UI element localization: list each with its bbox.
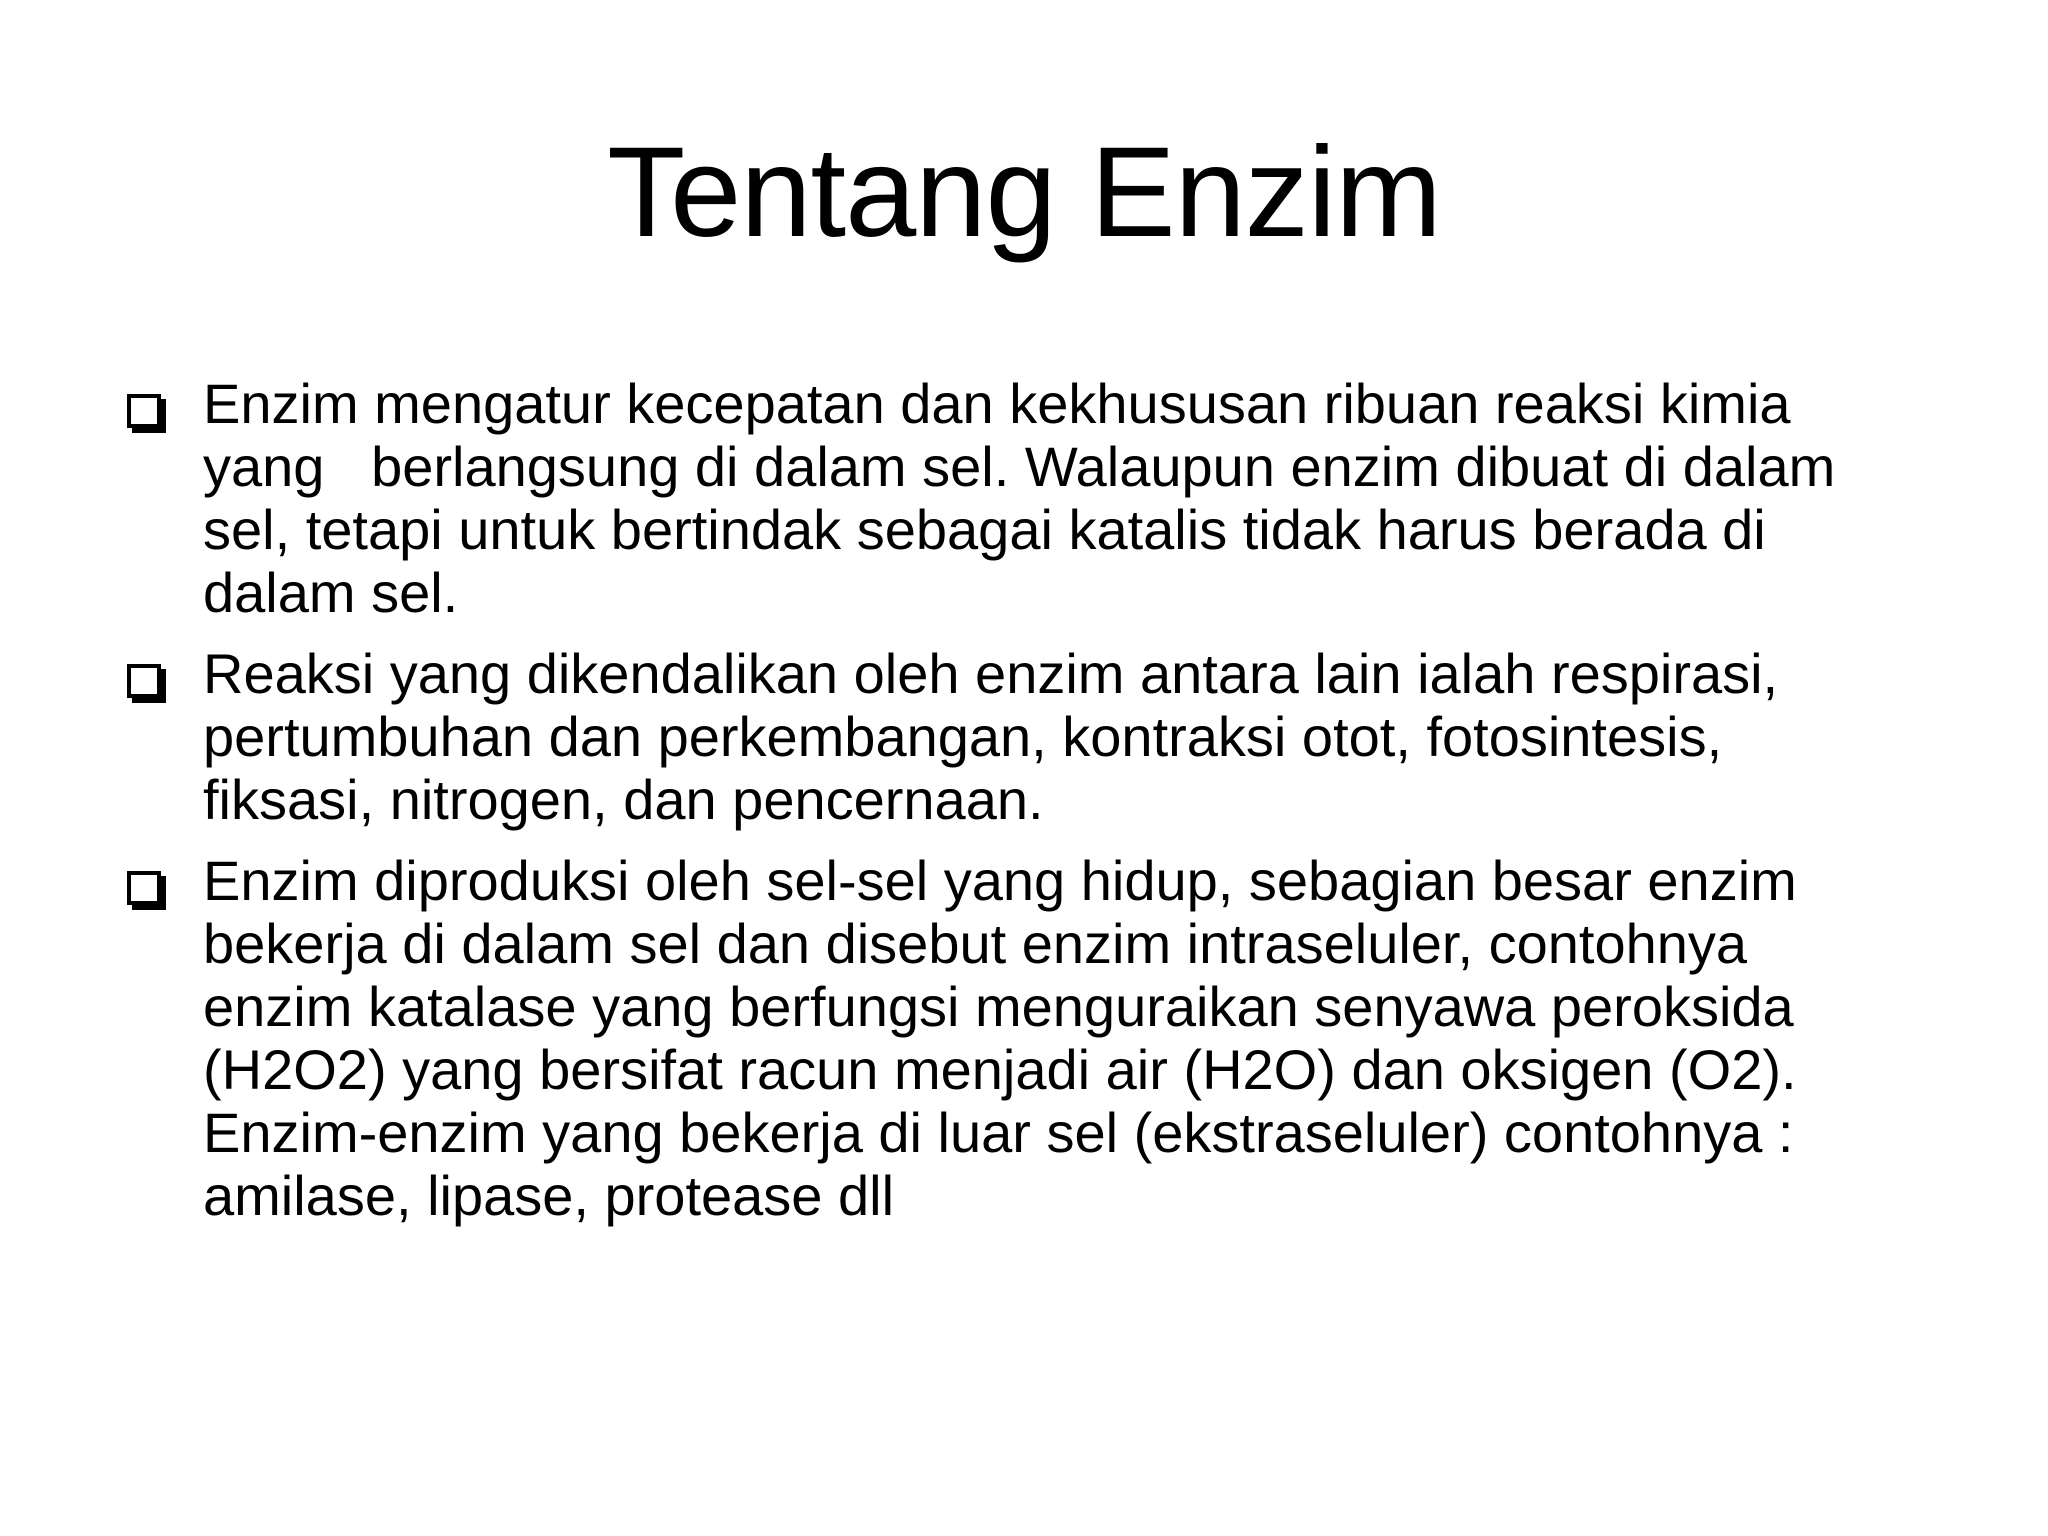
- bullet-text-line: enzim katalase yang berfungsi menguraikan senyawa peroksida: [203, 975, 1794, 1038]
- slide-title: Tentang Enzim: [607, 121, 1441, 264]
- bullet-text-line: amilase, lipase, protease dll: [203, 1164, 895, 1227]
- bullet-text-line: sel, tetapi untuk bertindak sebagai katalis tidak harus berada di: [203, 498, 1766, 561]
- bullet-text-line: pertumbuhan dan perkembangan, kontraksi otot, fotosintesis,: [203, 705, 1723, 768]
- hollow-square-bullet-icon: [127, 394, 161, 428]
- bullet-text-line: fiksasi, nitrogen, dan pencernaan.: [203, 768, 1044, 831]
- bullet-text-line: Enzim-enzim yang bekerja di luar sel (ekstraseluler) contohnya :: [203, 1101, 1794, 1164]
- bullet-text-line: dalam sel.: [203, 561, 459, 624]
- bullet-text-line: (H2O2) yang bersifat racun menjadi air (H2O) dan oksigen (O2).: [203, 1038, 1797, 1101]
- bullet-list: [124, 372, 1924, 1245]
- bullet-text-line: bekerja di dalam sel dan disebut enzim intraseluler, contohnya: [203, 912, 1748, 975]
- bullet-item: [124, 372, 1924, 624]
- bullet-text-line: Reaksi yang dikendalikan oleh enzim antara lain ialah respirasi,: [203, 642, 1779, 705]
- bullet-item: [124, 642, 1924, 831]
- bullet-text-line: Enzim mengatur kecepatan dan kekhususan ribuan reaksi kimia: [203, 372, 1791, 435]
- hollow-square-bullet-icon: [127, 871, 161, 905]
- hollow-square-bullet-icon: [127, 664, 161, 698]
- bullet-text-line: yang berlangsung di dalam sel. Walaupun enzim dibuat di dalam: [203, 435, 1836, 498]
- bullet-text-line: Enzim diproduksi oleh sel-sel yang hidup, sebagian besar enzim: [203, 849, 1797, 912]
- bullet-item: [124, 849, 1924, 1227]
